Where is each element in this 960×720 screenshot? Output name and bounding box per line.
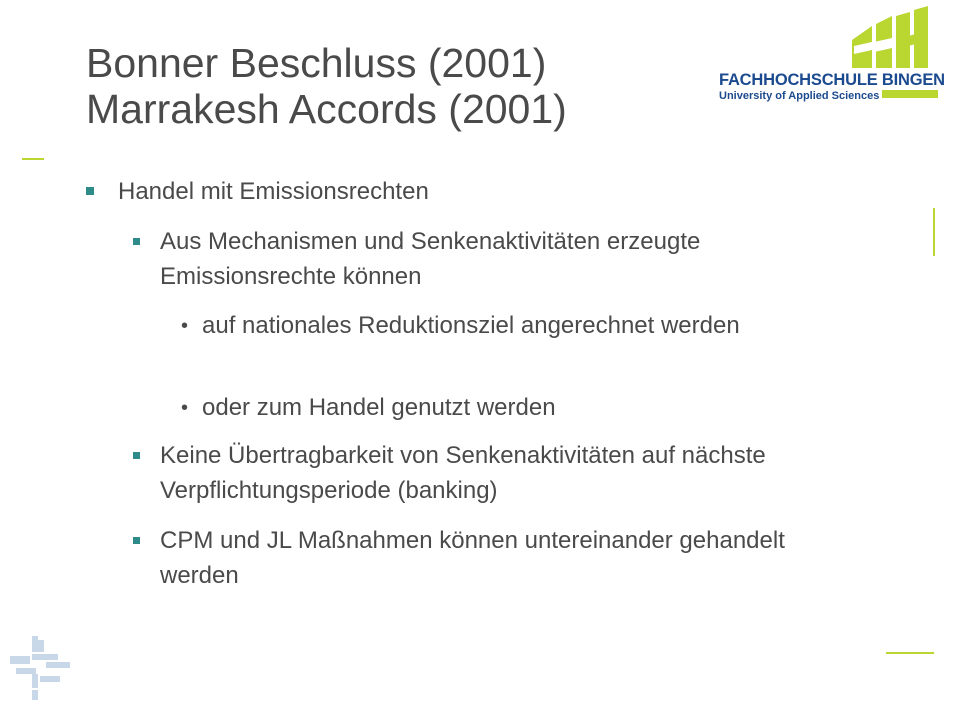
bullet-level2 [160, 224, 760, 294]
logo-subtitle: University of Applied Sciences [719, 90, 880, 102]
bullet-square-icon [133, 238, 140, 245]
bullet-text: oder zum Handel genutzt werden [202, 394, 556, 421]
slide-title [86, 40, 567, 132]
accent-line-right-vertical [933, 208, 935, 256]
accent-line-left [22, 158, 44, 160]
bullet-text: Aus Mechanismen und Senkenaktivitäten erzeugte Emissionsrechte können [160, 228, 701, 290]
bullet-square-icon [133, 452, 140, 459]
bullet-text: Keine Übertragbarkeit von Senkenaktivitäten auf nächste Verpflichtungsperiode (banking) [160, 442, 766, 504]
bullet-square-icon [86, 187, 94, 195]
bullet-dot-icon: • [181, 397, 189, 419]
corner-mark-icon [10, 636, 70, 700]
bullet-level3 [202, 390, 812, 425]
slide-title-line2: Marrakesh Accords (2001) [86, 86, 567, 132]
bullet-text: Handel mit Emissionsrechten [118, 178, 429, 205]
slide-title-line1: Bonner Beschluss (2001) [86, 40, 547, 86]
bullet-level2 [160, 438, 860, 508]
bullet-text: CPM und JL Maßnahmen können untereinander gehandelt werden [160, 527, 785, 589]
bullet-dot-icon: • [181, 315, 189, 337]
bullet-level3 [202, 308, 812, 343]
bullet-level2 [160, 523, 860, 593]
accent-line-bottom-right [886, 652, 934, 654]
bullet-level1 [118, 174, 878, 209]
bullet-text: auf nationales Reduktionsziel angerechnet werden [202, 312, 740, 339]
bullet-square-icon [133, 537, 140, 544]
logo-name: FACHHOCHSCHULE BINGEN [719, 71, 945, 89]
